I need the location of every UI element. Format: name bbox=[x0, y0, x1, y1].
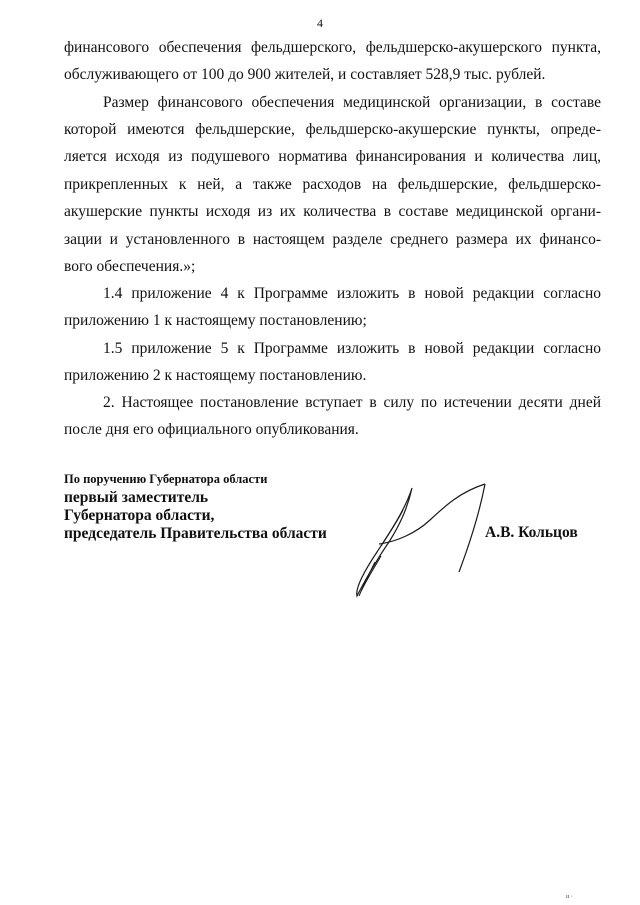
body-text-line: вого обеспечения.»; bbox=[64, 258, 196, 275]
body-text-line: ляется исходя из подушевого норматива финансирования и количества лиц, bbox=[64, 148, 601, 165]
body-text-line: обслуживающего от 100 до 900 жителей, и составляет 528,9 тыс. рублей. bbox=[64, 66, 546, 83]
signatory-position: Губернатора области, bbox=[64, 507, 215, 524]
on-behalf-label: По поручению Губернатора области bbox=[64, 472, 268, 486]
signatory-name: А.В. Кольцов bbox=[485, 524, 578, 541]
body-text-line: 1.4 приложение 4 к Программе изложить в новой редакции согласно bbox=[103, 285, 601, 302]
body-text-line: прикрепленных к ней, а также расходов на фельдшерские, фельдшерско- bbox=[64, 176, 601, 193]
body-text-line: после дня его официального опубликования. bbox=[64, 421, 359, 438]
signatory-position: председатель Правительства области bbox=[64, 525, 327, 542]
body-text-line: зации и установленного в настоящем разделе среднего размера их финансо- bbox=[64, 231, 601, 248]
body-text-line: 1.5 приложение 5 к Программе изложить в новой редакции согласно bbox=[103, 340, 601, 357]
body-text-line: приложению 2 к настоящему постановлению. bbox=[64, 367, 367, 384]
body-text-line: приложению 1 к настоящему постановлению; bbox=[64, 312, 367, 329]
signatory-position: первый заместитель bbox=[64, 489, 209, 506]
handwritten-signature bbox=[335, 470, 505, 605]
page-number: 4 bbox=[317, 16, 323, 30]
body-text-line: 2. Настоящее постановление вступает в силу по истечении десяти дней bbox=[103, 394, 601, 411]
body-text-line: акушерские пункты исходя из их количества в составе медицинской органи- bbox=[64, 203, 601, 220]
body-text-line: Размер финансового обеспечения медицинской организации, в составе bbox=[103, 94, 601, 111]
scan-mark: ıı · bbox=[566, 894, 573, 900]
body-text-line: финансового обеспечения фельдшерского, фельдшерско-акушерского пункта, bbox=[64, 39, 601, 56]
body-text-line: которой имеются фельдшерские, фельдшерско-акушерские пункты, опреде- bbox=[64, 121, 601, 138]
